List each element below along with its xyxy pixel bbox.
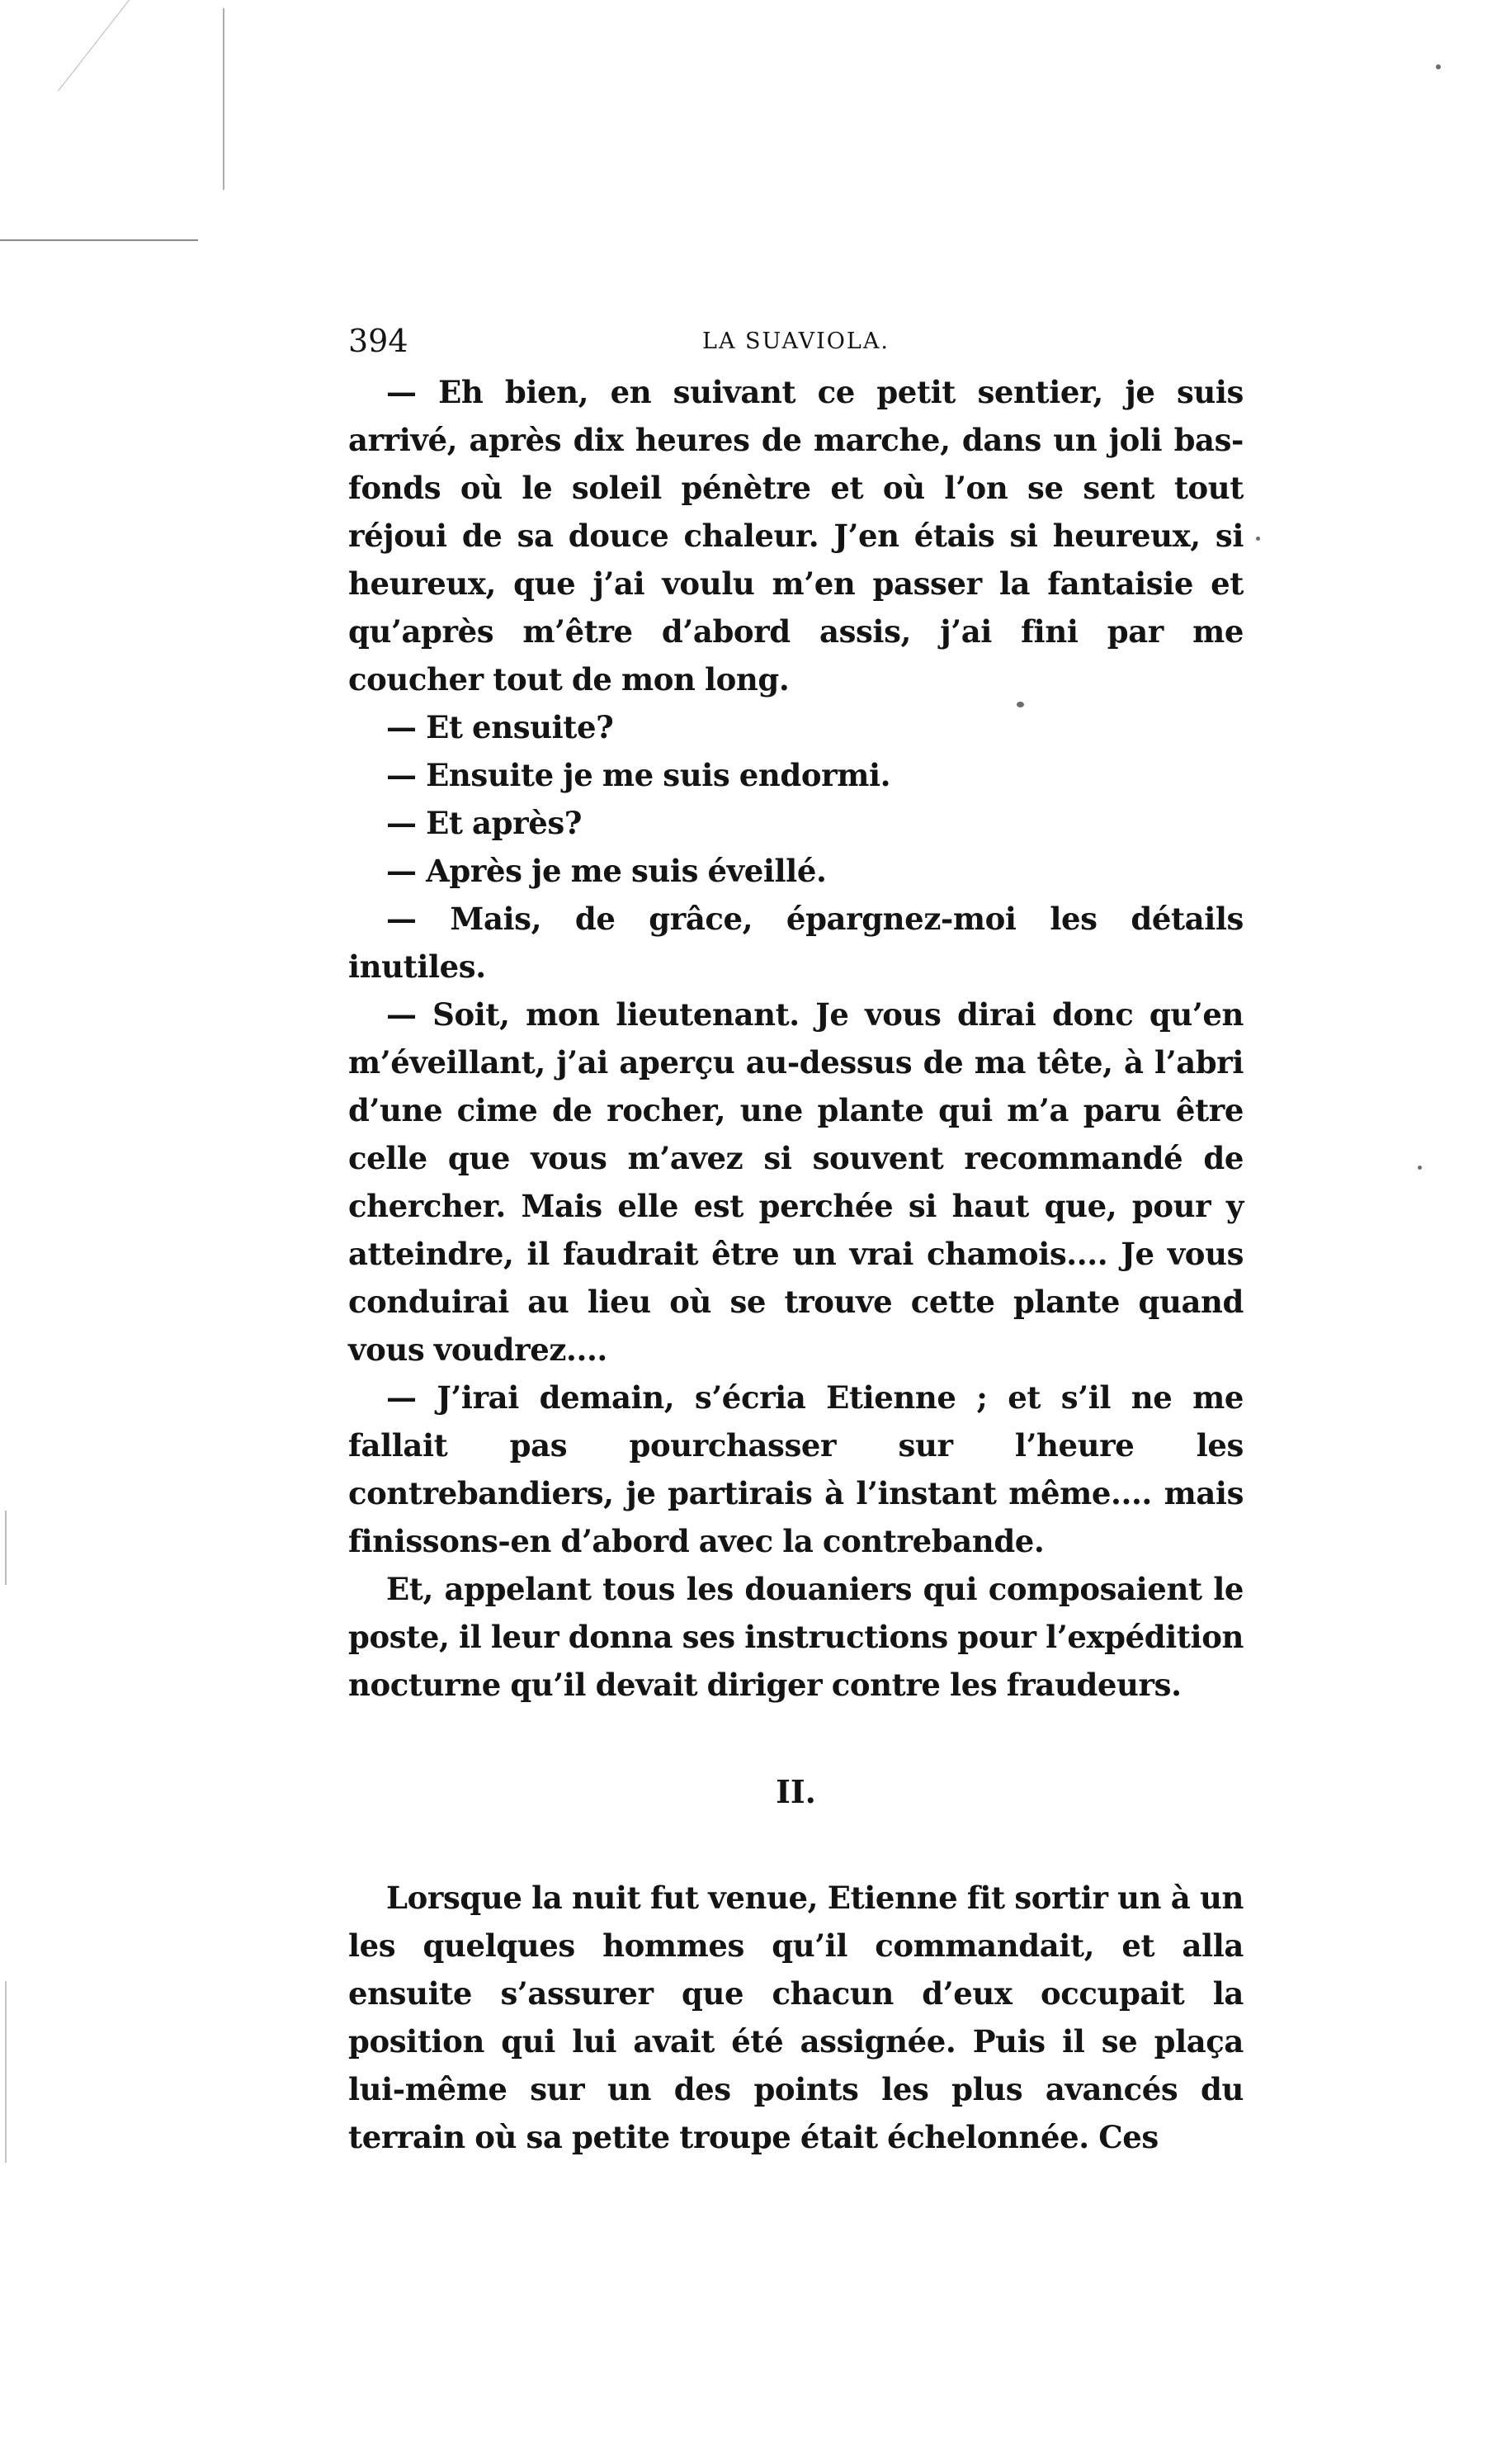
- paragraph: — Ensuite je me suis endormi.: [386, 757, 891, 793]
- speck-top-right: [1436, 64, 1441, 69]
- scan-line-vertical-left-lower: [5, 1981, 7, 2163]
- running-title: LA SUAVIOLA.: [702, 329, 890, 354]
- paragraph: — Et après?: [386, 805, 583, 841]
- paragraph: — Eh bien, en suivant ce petit sentier, je suis arrivé, après dix heures de marche, dans un joli bas-fonds où le soleil pénètre et où l’on se sent tout réjoui de sa douce chaleur. J’en étais si heureux, si heureux, que j’ai voulu m’en passer la fantaisie et qu’après m’être d’abord assis, j’ai fini par me coucher tout de mon long.: [348, 374, 1244, 698]
- scan-line-vertical-top: [223, 8, 224, 190]
- scan-line-diagonal: [58, 0, 170, 92]
- body-text: [348, 368, 1244, 2161]
- speck-right-margin: [1256, 537, 1260, 541]
- scan-line-top-left: [0, 239, 198, 241]
- speck-right-margin-2: [1418, 1166, 1422, 1170]
- scan-line-vertical-left: [5, 1511, 7, 1585]
- paragraph: Et, appelant tous les douaniers qui composaient le poste, il leur donna ses instructions pour l’expédition nocturne qu’il devait diriger contre les fraudeurs.: [348, 1571, 1244, 1703]
- page-header: [348, 320, 1244, 362]
- paragraph: — J’irai demain, s’écria Etienne ; et s’il ne me fallait pas pourchasser sur l’heure les contrebandiers, je partirais à l’instant même.... mais finissons-en d’abord avec la contrebande.: [348, 1379, 1244, 1559]
- page-number: 394: [348, 323, 408, 359]
- paragraph: Lorsque la nuit fut venue, Etienne fit sortir un à un les quelques hommes qu’il commandait, et alla ensuite s’assurer que chacun d’eux occupait la position qui lui avait été assignée. Puis il se plaça lui-même sur un des points les plus avancés du terrain où sa petite troupe était échelonnée. Ces: [348, 1880, 1244, 2155]
- section-numeral: II.: [776, 1773, 816, 1810]
- paragraph: — Soit, mon lieutenant. Je vous dirai donc qu’en m’éveillant, j’ai aperçu au-dessus de ma tête, à l’abri d’une cime de rocher, une plante qui m’a paru être celle que vous m’avez si souvent recommandé de chercher. Mais elle est perchée si haut que, pour y atteindre, il faudrait être un vrai chamois.... Je vous conduirai au lieu où se trouve cette plante quand vous voudrez....: [348, 996, 1244, 1368]
- paragraph: — Et ensuite?: [386, 709, 614, 745]
- paragraph: — Mais, de grâce, épargnez-moi les détails inutiles.: [348, 901, 1244, 985]
- paragraph: — Après je me suis éveillé.: [386, 853, 827, 889]
